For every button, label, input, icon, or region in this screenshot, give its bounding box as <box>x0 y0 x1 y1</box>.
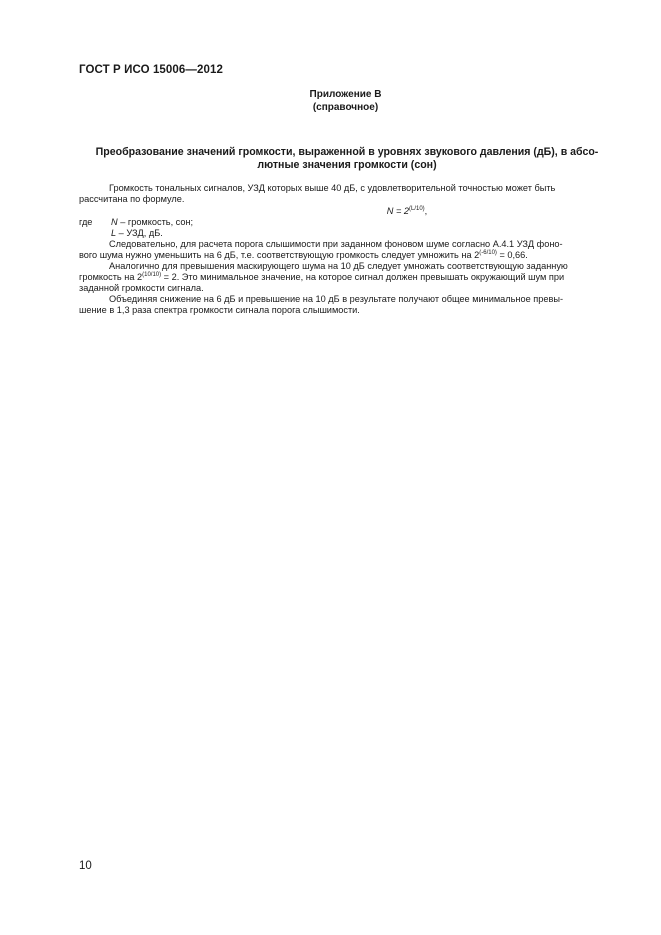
paragraph-3-exponent: (10/10) <box>142 272 162 278</box>
paragraph-3-line-1: Аналогично для превышения маскирующего шума на 10 дБ следует умножать соответствующую заданную <box>109 261 568 271</box>
where-definitions <box>79 217 615 228</box>
paragraph-1-line-2: рассчитана по формуле. <box>79 194 185 204</box>
paragraph-4-line-2: шение в 1,3 раза спектра громкости сигнала порога слышимости. <box>79 305 360 315</box>
annex-title: Приложение В <box>309 89 382 100</box>
paragraph-2-text-a: вого шума нужно уменьшить на 6 дБ, т.е. соответствующую громкость следует умножить на 2 <box>79 250 480 260</box>
standard-code: ГОСТ Р ИСО 15006—2012 <box>79 64 224 76</box>
definition-n-symbol: N <box>111 217 118 227</box>
paragraph-2-line-2 <box>79 250 615 261</box>
section-title-line-2: лютные значения громкости (сон) <box>257 159 437 171</box>
definition-l <box>79 228 615 239</box>
formula-lhs: N = 2 <box>386 206 409 216</box>
page-number: 10 <box>79 860 92 872</box>
formula-tail: , <box>424 206 428 216</box>
section-title-line-1: Преобразование значений громкости, выраженной в уровнях звукового давления (дБ), в абсо- <box>95 146 599 158</box>
definition-l-text: – УЗД, дБ. <box>116 228 163 238</box>
paragraph-3-text-b: = 2. Это минимальное значение, на которое сигнал должен превышать окружающий шум при <box>161 272 565 282</box>
section-title <box>79 146 615 172</box>
paragraph-3-line-3: заданной громкости сигнала. <box>79 283 204 293</box>
annex-subtitle: (справочное) <box>312 102 379 113</box>
body-text <box>79 183 615 316</box>
loudness-formula <box>79 205 615 217</box>
definition-n <box>111 217 193 228</box>
formula-exponent: (L/10) <box>408 206 425 212</box>
definition-n-text: – громкость, сон; <box>117 217 194 227</box>
paragraph-1-line-1: Громкость тональных сигналов, УЗД которых выше 40 дБ, с удовлетворительной точностью может быть <box>109 183 556 193</box>
paragraph-2-exponent: (-6/10) <box>479 250 497 256</box>
paragraph-2-line-1: Следовательно, для расчета порога слышимости при заданном фоновом шуме согласно А.4.1 УЗД фоно- <box>109 239 563 249</box>
paragraph-2-text-b: = 0,66. <box>496 250 528 260</box>
definition-l-symbol: L <box>111 228 117 238</box>
where-word: где <box>79 217 93 227</box>
paragraph-3-line-2 <box>79 272 615 283</box>
paragraph-3-text-a: громкость на 2 <box>79 272 143 282</box>
paragraph-4-line-1: Объединяя снижение на 6 дБ и превышение на 10 дБ в результате получают общее минимальное превы- <box>109 294 564 304</box>
annex-heading <box>0 88 661 114</box>
